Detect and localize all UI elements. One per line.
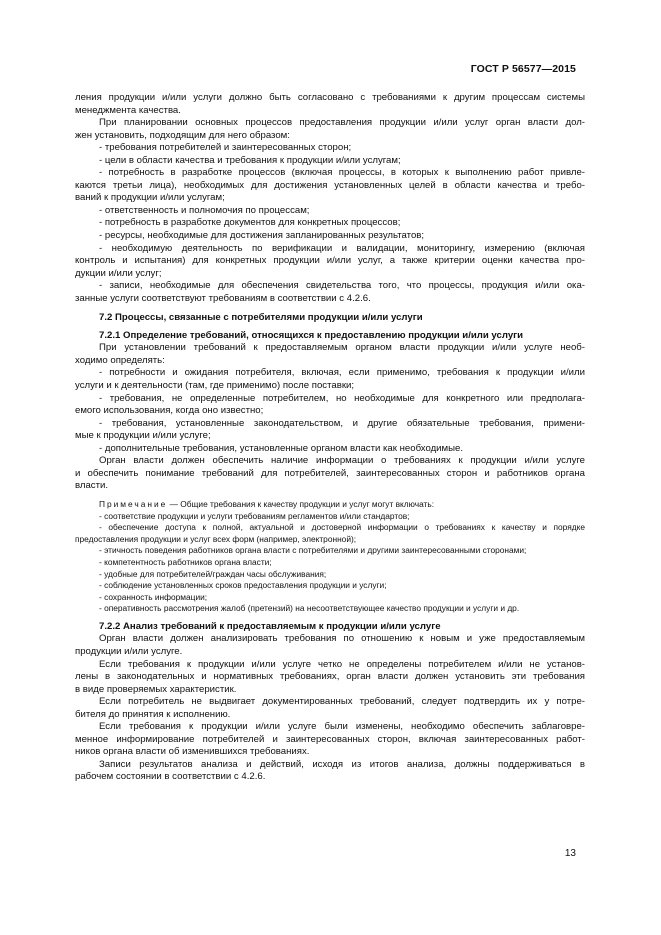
document-code: ГОСТ Р 56577—2015 bbox=[470, 63, 576, 75]
section-heading-7-2-2: 7.2.2 Анализ требований к предоставляемым к продукции и/или услуге bbox=[99, 620, 441, 632]
note-item: - удобные для потребителей/граждан часы обслуживания; bbox=[99, 568, 327, 579]
text-line: контроль и испытания) для конкретных продукции и/или услуг, а также критерии оценки качества про- bbox=[75, 255, 585, 267]
text-line: каются третьи лица), необходимых для достижения установленных целей в области качества и требо- bbox=[75, 179, 585, 191]
text-line: мые к продукции и/или услуге; bbox=[75, 430, 211, 442]
text-line: менеджмента качества. bbox=[75, 104, 181, 116]
list-item: - требования потребителей и заинтересованных сторон; bbox=[99, 142, 352, 154]
list-item: - ответственность и полномочия по процессам; bbox=[99, 204, 310, 216]
text-line: услуги и к деятельности (там, где применимо) после поставки; bbox=[75, 380, 355, 392]
note-item: - соблюдение установленных сроков предоставления продукции и услуги; bbox=[99, 580, 387, 591]
list-item: - потребность в разработке процессов (включая процессы, в которых к выполнению работ привле- bbox=[99, 167, 585, 179]
list-item: - требования, не определенные потребителем, но необходимые для конкретного или предполага- bbox=[99, 392, 585, 404]
text-line: ваний к продукции и/или услугам; bbox=[75, 192, 225, 204]
note-intro-line bbox=[75, 499, 585, 511]
text-line: ления продукции и/или услуги должно быть согласовано с требованиями к другим процессам системы bbox=[75, 92, 585, 103]
text-line: рабочем состоянии в соответствии с 4.2.6. bbox=[75, 771, 266, 783]
text-line: При установлении требований к предоставляемым органом власти продукции и/или услуге необ- bbox=[99, 342, 585, 354]
text-line: лены в законодательных и нормативных требованиях, орган власти должен установить эти требования bbox=[75, 671, 585, 683]
text-line: ников органа власти об изменившихся требованиях. bbox=[75, 746, 310, 758]
list-item: - требования, установленные законодательством, и другие обязательные требования, примени- bbox=[99, 417, 585, 429]
note-item: - оперативность рассмотрения жалоб (претензий) на несоответствующее качество продукции и услуги и др. bbox=[99, 603, 520, 614]
text-line: ходимо определять: bbox=[75, 354, 165, 366]
text-line: власти. bbox=[75, 480, 109, 492]
note-item: - этичность поведения работников органа власти с потребителями и другими заинтересованными сторонами; bbox=[99, 545, 527, 556]
text-line: Записи результатов анализа и действий, исходя из итогов анализа, должны поддерживаться в bbox=[99, 758, 585, 770]
text-line: емого использования, когда оно известно; bbox=[75, 405, 264, 417]
note-item: предоставления продукции и услуг всех форм (например, электронной); bbox=[75, 533, 357, 544]
note-intro: — Общие требования к качеству продукции и услуг могут включать: bbox=[169, 498, 435, 509]
note-label: Примечание bbox=[99, 498, 168, 509]
text-line: жен установить, подходящим для него образом: bbox=[75, 129, 290, 141]
list-item: - потребности и ожидания потребителя, включая, если применимо, требования к продукции и/или bbox=[99, 367, 585, 379]
text-line: Если требования к продукции и/или услуге были изменены, необходимо обеспечить заблаговре- bbox=[99, 721, 585, 733]
note-item: - обеспечение доступа к полной, актуальной и достоверной информации о требованиях к качеству и порядке bbox=[99, 522, 585, 533]
text-line: Орган власти должен обеспечить наличие информации о требованиях к продукции и/или услуге bbox=[99, 455, 585, 467]
note-item: - компетентность работников органа власти; bbox=[99, 556, 272, 567]
text-line: дукции и/или услуг; bbox=[75, 267, 162, 279]
note-item: - соответствие продукции и услуги требованиям регламентов и/или стандартов; bbox=[99, 510, 410, 521]
section-heading-7-2: 7.2 Процессы, связанные с потребителями продукции и/или услуги bbox=[99, 312, 423, 324]
text-line: бителя до принятия к исполнению. bbox=[75, 708, 231, 720]
list-item: - дополнительные требования, установленные органом власти как необходимые. bbox=[99, 442, 464, 454]
note-block bbox=[75, 499, 585, 615]
body-text bbox=[75, 92, 585, 784]
text-line: Если потребитель не выдвигает документированных требований, следует подтвердить их у потре- bbox=[99, 696, 585, 708]
page-number: 13 bbox=[564, 848, 576, 859]
text-line: Если требования к продукции и/или услуге четко не определены потребителем и/или не установ- bbox=[99, 658, 585, 670]
list-item: - цели в области качества и требования к продукции и/или услугам; bbox=[99, 154, 401, 166]
text-line: При планировании основных процессов предоставления продукции и/или услуг орган власти дол- bbox=[99, 117, 585, 129]
note-item: - сохранность информации; bbox=[99, 591, 208, 602]
text-line: менное информирование потребителей и заинтересованных сторон, включая заинтересованных работ- bbox=[75, 733, 585, 745]
text-line: Орган власти должен анализировать требования по отношению к новым и уже предоставляемым bbox=[99, 633, 585, 645]
section-heading-7-2-1: 7.2.1 Определение требований, относящихся к предоставлению продукции и/или услуги bbox=[99, 329, 524, 341]
text-line: и обеспечить понимание требований для потребителей, заинтересованных сторон и работников органа bbox=[75, 467, 585, 479]
list-item: - потребность в разработке документов для конкретных процессов; bbox=[99, 217, 401, 229]
text-line: в виде проверяемых характеристик. bbox=[75, 683, 237, 695]
list-item: - записи, необходимые для обеспечения свидетельства того, что процессы, продукция и/или ока- bbox=[99, 280, 585, 292]
list-item: - необходимую деятельность по верификации и валидации, мониторингу, измерению (включая bbox=[99, 242, 585, 254]
list-item: - ресурсы, необходимые для достижения запланированных результатов; bbox=[99, 230, 425, 242]
text-line: продукции и/или услуге. bbox=[75, 645, 183, 657]
text-line: занные услуги соответствуют требованиям в соответствии с 4.2.6. bbox=[75, 292, 371, 304]
